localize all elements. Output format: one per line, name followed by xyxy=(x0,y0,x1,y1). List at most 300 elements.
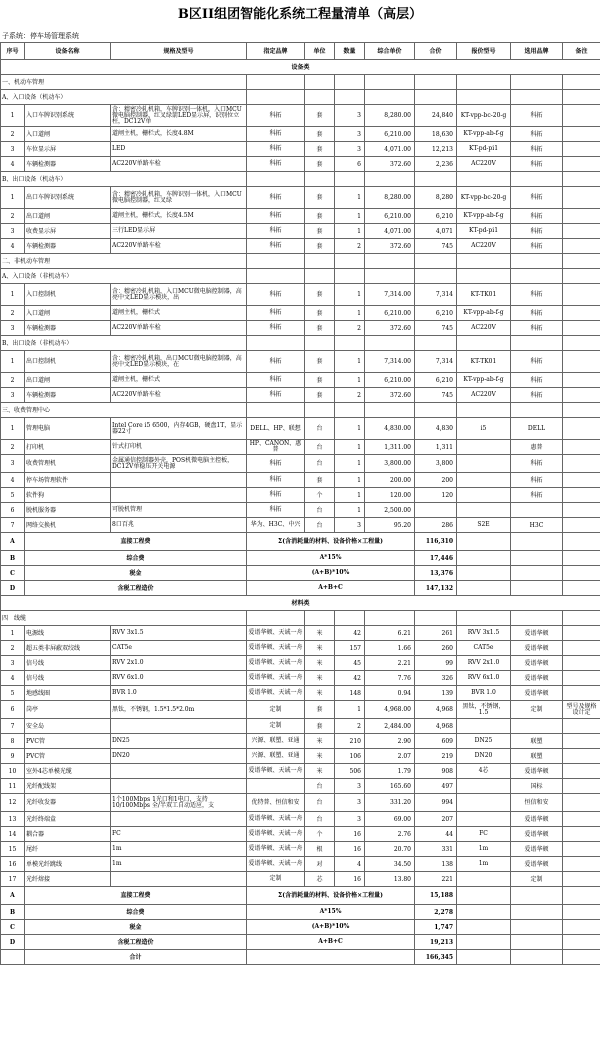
empty-cell xyxy=(415,90,457,105)
item-index: 3 xyxy=(1,455,25,473)
item-brand: 科拓 xyxy=(247,239,305,254)
col-header: 合价 xyxy=(415,43,457,60)
item-unit: 套 xyxy=(305,719,335,734)
empty-cell xyxy=(365,75,415,90)
summary-value: 13,376 xyxy=(415,566,457,581)
grand-total-row xyxy=(1,950,600,965)
summary-value: 166,345 xyxy=(415,950,457,965)
table-row xyxy=(1,764,600,779)
empty-cell xyxy=(365,172,415,187)
summary-row xyxy=(1,935,600,950)
item-brand: HP、CANON、惠普 xyxy=(247,440,305,455)
item-total: 745 xyxy=(415,239,457,254)
item-remark xyxy=(563,306,600,321)
item-model: CAT5e xyxy=(457,641,511,656)
item-remark xyxy=(563,284,600,306)
item-unit: 套 xyxy=(305,473,335,488)
group-header-row xyxy=(1,611,600,626)
item-spec: RVV 6x1.0 xyxy=(111,671,247,686)
item-remark xyxy=(563,488,600,503)
item-model: AC220V xyxy=(457,239,511,254)
item-qty: 3 xyxy=(335,812,365,827)
item-unit: 根 xyxy=(305,842,335,857)
item-qty: 1 xyxy=(335,455,365,473)
item-name: PVC管 xyxy=(25,734,111,749)
item-spec: RVV 3x1.5 xyxy=(111,626,247,641)
item-model: 1m xyxy=(457,857,511,872)
item-selected-brand: 联塑 xyxy=(511,749,563,764)
col-header: 数量 xyxy=(335,43,365,60)
summary-name: 直接工程费 xyxy=(25,887,247,905)
item-brand: 科拓 xyxy=(247,157,305,172)
item-unit: 套 xyxy=(305,142,335,157)
empty-cell xyxy=(563,90,600,105)
item-total: 497 xyxy=(415,779,457,794)
item-brand: DELL、HP、联想 xyxy=(247,418,305,440)
item-index: 1 xyxy=(1,351,25,373)
item-total: 44 xyxy=(415,827,457,842)
item-spec: LED xyxy=(111,142,247,157)
empty-cell xyxy=(563,566,600,581)
table-row xyxy=(1,857,600,872)
item-unit: 套 xyxy=(305,388,335,403)
item-index: 14 xyxy=(1,827,25,842)
item-brand: 科拓 xyxy=(247,351,305,373)
col-header: 报价型号 xyxy=(457,43,511,60)
item-unit-price: 372.60 xyxy=(365,239,415,254)
item-total: 3,800 xyxy=(415,455,457,473)
group-header-row xyxy=(1,336,600,351)
item-selected-brand: 科拓 xyxy=(511,157,563,172)
item-name: 单模光纤跳线 xyxy=(25,857,111,872)
item-remark xyxy=(563,779,600,794)
item-remark xyxy=(563,503,600,518)
empty-cell xyxy=(415,403,457,418)
item-selected-brand: 爱谱华顿 xyxy=(511,656,563,671)
item-qty: 4 xyxy=(335,857,365,872)
item-index: 9 xyxy=(1,749,25,764)
summary-value: 17,446 xyxy=(415,551,457,566)
item-remark xyxy=(563,224,600,239)
col-header: 指定品牌 xyxy=(247,43,305,60)
item-unit-price: 2,484.00 xyxy=(365,719,415,734)
item-unit: 台 xyxy=(305,779,335,794)
item-unit-price: 6.21 xyxy=(365,626,415,641)
table-row xyxy=(1,503,600,518)
item-spec xyxy=(111,488,247,503)
item-model xyxy=(457,473,511,488)
group-header: A、入口设备（机动车） xyxy=(1,90,247,105)
item-total: 7,314 xyxy=(415,284,457,306)
item-qty: 1 xyxy=(335,473,365,488)
item-remark xyxy=(563,157,600,172)
item-unit: 台 xyxy=(305,812,335,827)
item-unit-price: 1.79 xyxy=(365,764,415,779)
item-name: 收费显示屏 xyxy=(25,224,111,239)
empty-cell xyxy=(247,75,305,90)
item-model: KT-pd-pi1 xyxy=(457,142,511,157)
item-total: 12,213 xyxy=(415,142,457,157)
item-spec xyxy=(111,764,247,779)
item-name: 软件狗 xyxy=(25,488,111,503)
item-unit-price: 372.60 xyxy=(365,157,415,172)
item-remark xyxy=(563,473,600,488)
item-qty: 1 xyxy=(335,373,365,388)
item-selected-brand: 爱谱华顿 xyxy=(511,857,563,872)
item-unit-price: 6,210.00 xyxy=(365,127,415,142)
summary-name: 含税工程造价 xyxy=(25,581,247,596)
empty-cell xyxy=(457,75,511,90)
item-total: 286 xyxy=(415,518,457,533)
item-total: 120 xyxy=(415,488,457,503)
item-unit: 台 xyxy=(305,455,335,473)
item-index: 5 xyxy=(1,686,25,701)
summary-value: 15,188 xyxy=(415,887,457,905)
empty-cell xyxy=(563,887,600,905)
empty-cell xyxy=(511,920,563,935)
item-unit-price: 165.60 xyxy=(365,779,415,794)
item-selected-brand: 科拓 xyxy=(511,321,563,336)
empty-cell xyxy=(305,611,335,626)
item-selected-brand: 爱谱华顿 xyxy=(511,641,563,656)
item-brand: 爱谱华顿、天诚一舟 xyxy=(247,857,305,872)
empty-cell xyxy=(415,269,457,284)
item-unit-price: 20.70 xyxy=(365,842,415,857)
table-row xyxy=(1,127,600,142)
item-model xyxy=(457,872,511,887)
item-spec xyxy=(111,872,247,887)
item-model xyxy=(457,488,511,503)
item-name: 车辆检测器 xyxy=(25,239,111,254)
item-selected-brand: 惠普 xyxy=(511,440,563,455)
group-header-row xyxy=(1,403,600,418)
table-row xyxy=(1,224,600,239)
item-model: 4芯 xyxy=(457,764,511,779)
item-remark xyxy=(563,373,600,388)
item-brand: 爱谱华顿、天诚一舟 xyxy=(247,656,305,671)
item-qty: 3 xyxy=(335,794,365,812)
item-qty: 42 xyxy=(335,626,365,641)
item-total: 18,630 xyxy=(415,127,457,142)
item-brand: 爱谱华顿、天诚一舟 xyxy=(247,764,305,779)
item-index: 1 xyxy=(1,418,25,440)
item-unit: 套 xyxy=(305,351,335,373)
item-name: 网络交换机 xyxy=(25,518,111,533)
item-remark xyxy=(563,857,600,872)
item-remark xyxy=(563,641,600,656)
item-unit: 米 xyxy=(305,626,335,641)
table-row xyxy=(1,656,600,671)
empty-cell xyxy=(365,336,415,351)
item-qty: 16 xyxy=(335,842,365,857)
item-selected-brand: 爱谱华顿 xyxy=(511,626,563,641)
item-unit: 台 xyxy=(305,418,335,440)
item-qty: 1 xyxy=(335,418,365,440)
item-total: 4,071 xyxy=(415,224,457,239)
item-model: KT-vpp-ab-f-g xyxy=(457,209,511,224)
item-name: 车辆检测器 xyxy=(25,388,111,403)
summary-name: 直接工程费 xyxy=(25,533,247,551)
item-total: 908 xyxy=(415,764,457,779)
item-unit-price: 0.94 xyxy=(365,686,415,701)
item-total xyxy=(415,503,457,518)
item-qty: 1 xyxy=(335,701,365,719)
item-model: DN20 xyxy=(457,749,511,764)
item-model: RVV 6x1.0 xyxy=(457,671,511,686)
item-spec: Intel Core i5 6500，内存4GB，硬盘1T，显示器22寸 xyxy=(111,418,247,440)
table-row xyxy=(1,518,600,533)
item-spec: AC220V单路车检 xyxy=(111,239,247,254)
empty-cell xyxy=(335,269,365,284)
item-qty: 3 xyxy=(335,142,365,157)
item-name: 入口道闸 xyxy=(25,306,111,321)
item-spec: 道闸主机，栅栏式，长度4.5M xyxy=(111,209,247,224)
item-brand xyxy=(247,779,305,794)
item-model: KT-vpp-bc-20-g xyxy=(457,105,511,127)
item-brand: 兴源、联塑、亚通 xyxy=(247,734,305,749)
item-unit-price: 4,071.00 xyxy=(365,224,415,239)
empty-cell xyxy=(511,172,563,187)
item-total: 24,840 xyxy=(415,105,457,127)
item-index: 7 xyxy=(1,518,25,533)
table-row xyxy=(1,157,600,172)
item-remark xyxy=(563,794,600,812)
item-selected-brand xyxy=(511,503,563,518)
item-remark xyxy=(563,518,600,533)
item-spec: 含：精密冷轧机箱，车牌识别一体机，入口MCU微电脑控制器，红叉绿箭LED显示屏，识别位立柱，DC12V单 xyxy=(111,105,247,127)
empty-cell xyxy=(247,403,305,418)
item-remark xyxy=(563,842,600,857)
item-qty: 1 xyxy=(335,284,365,306)
table-row xyxy=(1,812,600,827)
table-row xyxy=(1,749,600,764)
item-selected-brand: 科拓 xyxy=(511,455,563,473)
item-unit: 米 xyxy=(305,749,335,764)
document-title: B区II组团智能化系统工程量清单（高层） xyxy=(177,7,423,22)
item-unit-price: 6,210.00 xyxy=(365,209,415,224)
item-brand: 科拓 xyxy=(247,321,305,336)
summary-value: 147,132 xyxy=(415,581,457,596)
item-selected-brand: 爱谱华顿 xyxy=(511,671,563,686)
item-unit-price: 95.20 xyxy=(365,518,415,533)
summary-name: 综合费 xyxy=(25,551,247,566)
item-qty: 16 xyxy=(335,827,365,842)
group-header-row xyxy=(1,254,600,269)
item-unit: 台 xyxy=(305,440,335,455)
item-total: 260 xyxy=(415,641,457,656)
item-brand: 优特普、恒信和安 xyxy=(247,794,305,812)
item-selected-brand: 恒信和安 xyxy=(511,794,563,812)
table-row xyxy=(1,488,600,503)
item-spec: BVR 1.0 xyxy=(111,686,247,701)
item-brand: 科拓 xyxy=(247,105,305,127)
item-unit: 套 xyxy=(305,224,335,239)
item-selected-brand: 爱谱华顿 xyxy=(511,842,563,857)
item-index: 2 xyxy=(1,641,25,656)
item-index: 6 xyxy=(1,701,25,719)
item-remark xyxy=(563,418,600,440)
item-brand: 爱谱华顿、天诚一舟 xyxy=(247,671,305,686)
table-row xyxy=(1,719,600,734)
table-row xyxy=(1,842,600,857)
summary-row xyxy=(1,533,600,551)
summary-name: 含税工程造价 xyxy=(25,935,247,950)
item-spec: 金属通信控制器外壳，POS机微电脑主控板，DC12V单稳压开关电源 xyxy=(111,455,247,473)
item-qty: 1 xyxy=(335,209,365,224)
empty-cell xyxy=(511,336,563,351)
item-selected-brand: 科拓 xyxy=(511,284,563,306)
item-brand: 兴源、联塑、亚通 xyxy=(247,749,305,764)
item-unit: 套 xyxy=(305,239,335,254)
empty-cell xyxy=(457,172,511,187)
item-name: 信号线 xyxy=(25,671,111,686)
item-index: 8 xyxy=(1,734,25,749)
item-index: 4 xyxy=(1,239,25,254)
item-index: 1 xyxy=(1,284,25,306)
item-name: 入口车牌识别系统 xyxy=(25,105,111,127)
empty-cell xyxy=(457,269,511,284)
item-index: 3 xyxy=(1,321,25,336)
empty-cell xyxy=(365,611,415,626)
item-qty: 157 xyxy=(335,641,365,656)
item-brand: 科拓 xyxy=(247,473,305,488)
item-qty: 148 xyxy=(335,686,365,701)
group-header: B、出口设备（机动车） xyxy=(1,172,247,187)
item-qty: 2 xyxy=(335,719,365,734)
table-row xyxy=(1,626,600,641)
item-unit-price: 2.90 xyxy=(365,734,415,749)
empty-cell xyxy=(457,905,511,920)
item-remark xyxy=(563,812,600,827)
empty-cell xyxy=(563,905,600,920)
empty-cell xyxy=(305,90,335,105)
item-total: 4,968 xyxy=(415,701,457,719)
empty-cell xyxy=(415,254,457,269)
item-selected-brand xyxy=(511,719,563,734)
col-header: 选用品牌 xyxy=(511,43,563,60)
item-total: 200 xyxy=(415,473,457,488)
item-qty: 16 xyxy=(335,872,365,887)
item-unit-price: 331.20 xyxy=(365,794,415,812)
item-spec xyxy=(111,473,247,488)
item-remark xyxy=(563,351,600,373)
item-brand: 科拓 xyxy=(247,224,305,239)
empty-cell xyxy=(457,920,511,935)
item-spec xyxy=(111,812,247,827)
empty-cell xyxy=(511,950,563,965)
item-spec: AC220V单路车检 xyxy=(111,157,247,172)
item-remark xyxy=(563,671,600,686)
item-unit-price: 6,210.00 xyxy=(365,306,415,321)
item-selected-brand: 爱谱华顿 xyxy=(511,686,563,701)
item-name: PVC管 xyxy=(25,749,111,764)
empty-cell xyxy=(365,269,415,284)
item-unit: 套 xyxy=(305,127,335,142)
bill-of-quantities-table xyxy=(0,42,600,965)
item-name: 光纤配线架 xyxy=(25,779,111,794)
item-qty: 42 xyxy=(335,671,365,686)
item-model: KT-vpp-bc-20-g xyxy=(457,187,511,209)
item-selected-brand: 科拓 xyxy=(511,488,563,503)
item-name: 地感线圈 xyxy=(25,686,111,701)
item-model xyxy=(457,440,511,455)
group-header: 四 线缆 xyxy=(1,611,247,626)
item-unit: 对 xyxy=(305,857,335,872)
empty-cell xyxy=(511,90,563,105)
item-unit-price: 2,500.00 xyxy=(365,503,415,518)
item-selected-brand: 科拓 xyxy=(511,473,563,488)
summary-name: 合计 xyxy=(25,950,247,965)
item-spec: FC xyxy=(111,827,247,842)
empty-cell xyxy=(457,533,511,551)
col-header: 综合单价 xyxy=(365,43,415,60)
item-index: 12 xyxy=(1,794,25,812)
item-selected-brand: H3C xyxy=(511,518,563,533)
item-remark xyxy=(563,764,600,779)
empty-cell xyxy=(563,403,600,418)
item-unit: 套 xyxy=(305,105,335,127)
item-spec: DN20 xyxy=(111,749,247,764)
item-spec: 含：精密冷轧机箱，入口MCU微电脑控制器，高亮中文LED显示模块，出 xyxy=(111,284,247,306)
item-remark xyxy=(563,440,600,455)
item-brand: 定制 xyxy=(247,701,305,719)
item-total: 261 xyxy=(415,626,457,641)
item-brand: 科拓 xyxy=(247,284,305,306)
item-qty: 2 xyxy=(335,239,365,254)
summary-value: 19,213 xyxy=(415,935,457,950)
summary-row xyxy=(1,581,600,596)
item-selected-brand: 科拓 xyxy=(511,224,563,239)
item-qty: 1 xyxy=(335,187,365,209)
empty-cell xyxy=(457,551,511,566)
item-model xyxy=(457,812,511,827)
item-spec: 道闸主机，栅栏式，长度4.8M xyxy=(111,127,247,142)
item-index: 16 xyxy=(1,857,25,872)
section-header: 设备类 xyxy=(1,60,600,75)
item-unit: 米 xyxy=(305,686,335,701)
empty-cell xyxy=(563,172,600,187)
item-brand: 科拓 xyxy=(247,209,305,224)
item-unit: 米 xyxy=(305,734,335,749)
item-selected-brand: 科拓 xyxy=(511,209,563,224)
item-qty: 506 xyxy=(335,764,365,779)
item-index: 3 xyxy=(1,388,25,403)
item-spec: 三行LED显示屏 xyxy=(111,224,247,239)
table-row xyxy=(1,872,600,887)
empty-cell xyxy=(511,75,563,90)
summary-label: A xyxy=(1,887,25,905)
item-index: 2 xyxy=(1,209,25,224)
item-qty: 3 xyxy=(335,127,365,142)
item-brand: 爱谱华顿、天诚一舟 xyxy=(247,842,305,857)
empty-cell xyxy=(511,269,563,284)
item-total: 4,968 xyxy=(415,719,457,734)
item-remark xyxy=(563,719,600,734)
group-header: 一、机动车管理 xyxy=(1,75,247,90)
item-total: 609 xyxy=(415,734,457,749)
item-selected-brand: 爱谱华顿 xyxy=(511,764,563,779)
table-row xyxy=(1,388,600,403)
item-model: S2E xyxy=(457,518,511,533)
item-model: BVR 1.0 xyxy=(457,686,511,701)
col-header: 设备名称 xyxy=(25,43,111,60)
item-selected-brand: 科拓 xyxy=(511,187,563,209)
item-total: 994 xyxy=(415,794,457,812)
item-spec: 含：精密冷轧机箱，车牌识别一体机，入口MCU微电脑控制器，红叉绿 xyxy=(111,187,247,209)
item-brand: 科拓 xyxy=(247,388,305,403)
item-name: 入口道闸 xyxy=(25,127,111,142)
item-name: 出口车牌识别系统 xyxy=(25,187,111,209)
